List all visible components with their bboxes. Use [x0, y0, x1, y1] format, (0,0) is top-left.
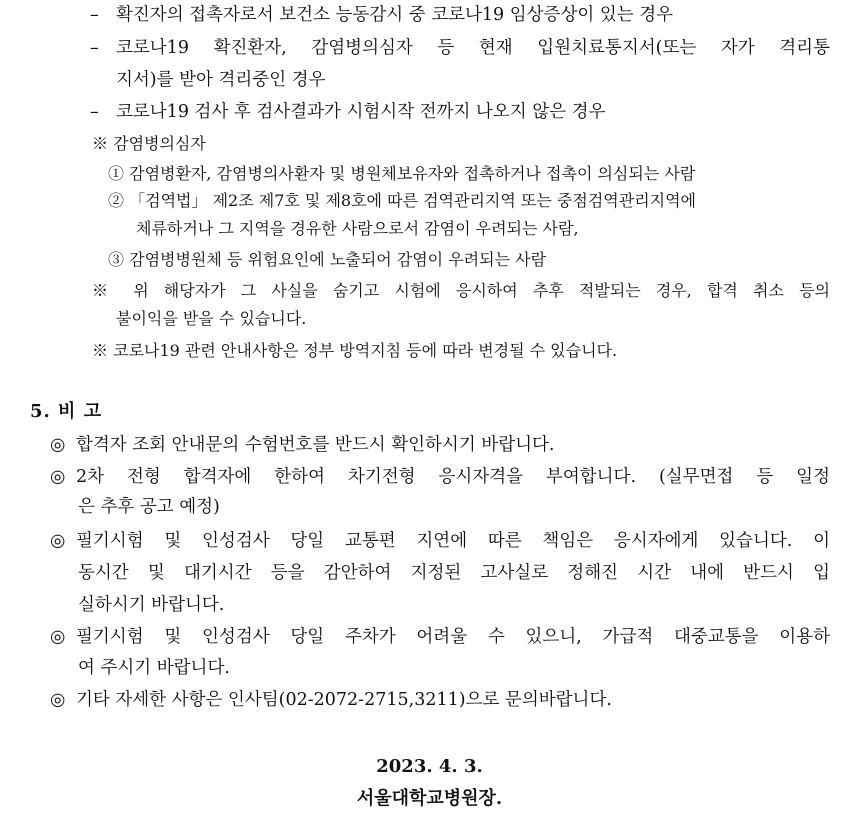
- bullet-marker: ◎: [50, 531, 66, 551]
- dash-marker: –: [90, 38, 99, 58]
- suspect-title: ※ 감염병의심자: [92, 134, 206, 153]
- issue-date: 2023. 4. 3.: [376, 756, 483, 777]
- remark-item-5: ◎ 기타 자세한 사항은 인사팀(02-2072-2715,3211)으로 문의바랍니다.: [50, 690, 612, 710]
- criteria-text: 지서)를 받아 격리중인 경우: [116, 70, 326, 90]
- remark-item-2-cont: 은 추후 공고 예정): [78, 497, 220, 517]
- bullet-marker: ◎: [50, 435, 66, 455]
- circled-3-marker: ③: [108, 250, 125, 269]
- remark-item-4: ◎ 필기시험 및 인성검사 당일 주차가 어려울 수 있으니, 가급적 대중교통을 이용하: [50, 627, 830, 647]
- suspect-item-2-cont: 체류하거나 그 지역을 경유한 사람으로서 감염이 우려되는 사람,: [136, 219, 579, 238]
- bullet-marker: ◎: [50, 627, 66, 647]
- criteria-item-1: [90, 4, 673, 26]
- criteria-text: 확진자의 접촉자로서 보건소 능동감시 중 코로나19 임상증상이 있는 경우: [116, 5, 674, 25]
- criteria-text: 코로나19 검사 후 검사결과가 시험시작 전까지 나오지 않은 경우: [116, 102, 606, 122]
- dash-marker: –: [90, 5, 99, 25]
- suspect-item-1: ① 감염병환자, 감염병의사환자 및 병원체보유자와 접촉하거나 접촉이 의심되는 사람: [108, 164, 696, 183]
- criteria-item-2: [90, 37, 830, 59]
- warning-line-2: 불이익을 받을 수 있습니다.: [116, 309, 307, 328]
- warning-line-1: ※ 위 해당자가 그 사실을 숨기고 시험에 응시하여 추후 적발되는 경우, 합격 취소 등의: [92, 281, 830, 300]
- bullet-marker: ◎: [50, 690, 66, 710]
- suspect-item-3: ③ 감염병병원체 등 위험요인에 노출되어 감염이 우려되는 사람: [108, 250, 547, 269]
- remark-item-1: ◎ 합격자 조회 안내문의 수험번호를 반드시 확인하시기 바랍니다.: [50, 435, 555, 455]
- signature: 서울대학교병원장.: [356, 788, 503, 809]
- criteria-text: 코로나19 확진환자, 감염병의심자 등 현재 입원치료통지서(또는 자가 격리통: [116, 38, 830, 58]
- remark-item-3-cont-1: 동시간 및 대기시간 등을 감안하여 지정된 고사실로 정해진 시간 내에 반드시 입: [78, 563, 830, 583]
- section-heading: 5. 비 고: [30, 401, 103, 422]
- circled-2-marker: ②: [108, 191, 125, 210]
- suspect-item-2: ② 「검역법」 제2조 제7호 및 제8호에 따른 검역관리지역 또는 중점검역관리지역에: [108, 191, 697, 210]
- bullet-marker: ◎: [50, 467, 66, 487]
- criteria-item-3: [90, 101, 605, 123]
- remark-item-3-cont-2: 실하시기 바랍니다.: [78, 595, 225, 615]
- remark-item-3: ◎ 필기시험 및 인성검사 당일 교통편 지연에 따른 책임은 응시자에게 있습니다. 이: [50, 531, 830, 551]
- criteria-item-2-cont: [116, 69, 325, 91]
- note-marker: ※: [92, 341, 109, 360]
- remark-item-4-cont: 여 주시기 바랍니다.: [78, 658, 230, 678]
- circled-1-marker: ①: [108, 164, 125, 183]
- note-marker: ※: [92, 281, 119, 300]
- dash-marker: –: [90, 102, 99, 122]
- note-marker: ※: [92, 134, 109, 153]
- covid-note: ※ 코로나19 관련 안내사항은 정부 방역지침 등에 따라 변경될 수 있습니다.: [92, 341, 618, 360]
- remark-item-2: ◎ 2차 전형 합격자에 한하여 차기전형 응시자격을 부여합니다. (실무면접 등 일정: [50, 467, 830, 487]
